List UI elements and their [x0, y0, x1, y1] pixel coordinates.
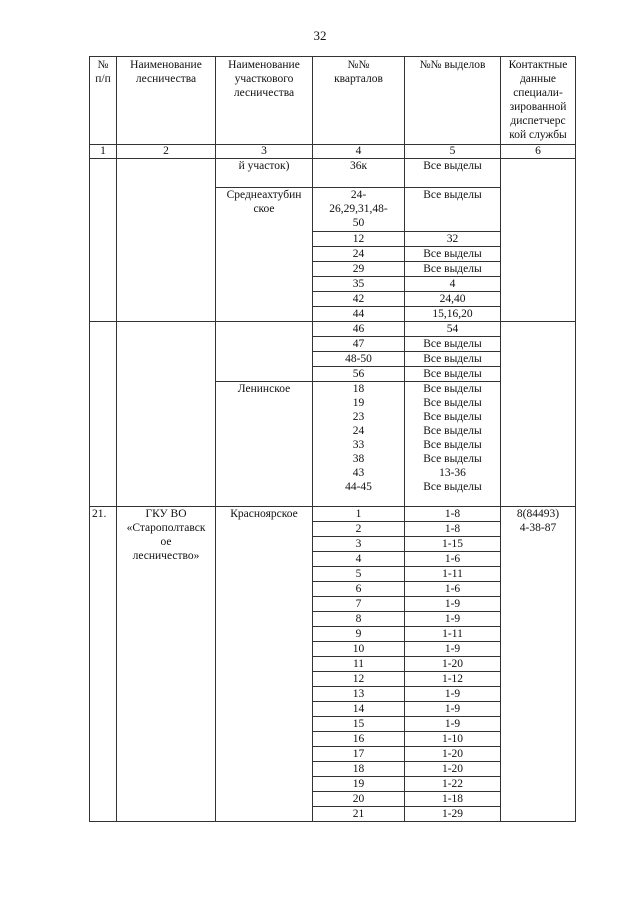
vydel-cell: 32 [405, 232, 501, 247]
kvartal-cell: 1 [313, 507, 405, 522]
table-row [90, 322, 576, 337]
kvartal-cell: 3 [313, 537, 405, 552]
column-number: 3 [216, 145, 313, 159]
leschestvo-cell: ГКУ ВО «Старополтавск ое лесничество» [117, 507, 216, 822]
uchastok-cell-empty [216, 322, 313, 382]
vydel-cell: 1-10 [405, 732, 501, 747]
kvartal-cell: 4 [313, 552, 405, 567]
vydel-cell: 1-8 [405, 522, 501, 537]
vydel-cell: 1-12 [405, 672, 501, 687]
kvartal-cell: 48-50 [313, 352, 405, 367]
uchastok-cell: Ленинское [216, 382, 313, 507]
kvartal-cell: 47 [313, 337, 405, 352]
vydel-cell: 1-22 [405, 777, 501, 792]
header-kvartaly: №№ кварталов [313, 57, 405, 145]
kvartal-cell: 7 [313, 597, 405, 612]
kvartal-cell: 36к [313, 159, 405, 188]
column-number: 5 [405, 145, 501, 159]
vydel-cell: Все выделы [405, 367, 501, 382]
header-vydely: №№ выделов [405, 57, 501, 145]
kvartal-cell: 18 19 23 24 33 38 43 44-45 [313, 382, 405, 507]
table-row [90, 507, 576, 522]
uchastok-cell: й участок) [216, 159, 313, 188]
vydel-cell: 1-18 [405, 792, 501, 807]
vydel-cell: Все выделы [405, 262, 501, 277]
kvartal-cell: 12 [313, 672, 405, 687]
header-contact: Контактные данные специали- зированной диспетчерс кой службы [501, 57, 576, 145]
kvartal-cell: 15 [313, 717, 405, 732]
kvartal-cell: 24- 26,29,31,48- 50 [313, 188, 405, 232]
kvartal-cell: 19 [313, 777, 405, 792]
column-number: 4 [313, 145, 405, 159]
kvartal-cell: 13 [313, 687, 405, 702]
leschestvo-cell-empty [117, 159, 216, 322]
kvartal-cell: 16 [313, 732, 405, 747]
vydel-cell: Все выделы [405, 159, 501, 188]
kvartal-cell: 10 [313, 642, 405, 657]
kvartal-cell: 18 [313, 762, 405, 777]
kvartal-cell: 35 [313, 277, 405, 292]
kvartal-cell: 20 [313, 792, 405, 807]
num-cell-empty [90, 159, 117, 322]
kvartal-cell: 6 [313, 582, 405, 597]
forestry-table-container [89, 56, 575, 822]
vydel-cell: Все выделы [405, 337, 501, 352]
vydel-cell: 1-20 [405, 747, 501, 762]
vydel-cell: 15,16,20 [405, 307, 501, 322]
vydel-cell: 1-6 [405, 552, 501, 567]
table-row [90, 159, 576, 188]
kvartal-cell: 21 [313, 807, 405, 822]
header-row [90, 57, 576, 145]
kvartal-cell: 12 [313, 232, 405, 247]
kvartal-cell: 24 [313, 247, 405, 262]
vydel-cell: 1-20 [405, 657, 501, 672]
vydel-cell: 1-9 [405, 702, 501, 717]
column-number: 2 [117, 145, 216, 159]
kvartal-cell: 44 [313, 307, 405, 322]
kvartal-cell: 8 [313, 612, 405, 627]
vydel-cell: 1-6 [405, 582, 501, 597]
header-uchastok: Наименование участкового лесничества [216, 57, 313, 145]
column-number-row [90, 145, 576, 159]
contact-cell-empty [501, 322, 576, 507]
vydel-cell: 1-9 [405, 597, 501, 612]
header-leschestvo: Наименование лесничества [117, 57, 216, 145]
vydel-cell: 1-9 [405, 642, 501, 657]
kvartal-cell: 11 [313, 657, 405, 672]
contact-cell: 8(84493) 4-38-87 [501, 507, 576, 822]
kvartal-cell: 5 [313, 567, 405, 582]
vydel-cell: 1-29 [405, 807, 501, 822]
num-cell-empty [90, 322, 117, 507]
vydel-cell: 1-11 [405, 627, 501, 642]
kvartal-cell: 9 [313, 627, 405, 642]
kvartal-cell: 2 [313, 522, 405, 537]
contact-cell-empty [501, 159, 576, 322]
vydel-cell: 1-9 [405, 717, 501, 732]
column-number: 6 [501, 145, 576, 159]
header-num: № п/п [90, 57, 117, 145]
vydel-cell: 1-8 [405, 507, 501, 522]
kvartal-cell: 14 [313, 702, 405, 717]
page-number: 32 [313, 28, 327, 43]
kvartal-cell: 29 [313, 262, 405, 277]
vydel-cell: Все выделы [405, 247, 501, 262]
vydel-cell: 1-11 [405, 567, 501, 582]
uchastok-cell: Красноярское [216, 507, 313, 822]
vydel-cell: 1-9 [405, 612, 501, 627]
vydel-cell: Все выделы [405, 352, 501, 367]
vydel-cell: Все выделы [405, 188, 501, 232]
kvartal-cell: 46 [313, 322, 405, 337]
vydel-cell: 1-20 [405, 762, 501, 777]
vydel-cell: 24,40 [405, 292, 501, 307]
vydel-cell: 1-9 [405, 687, 501, 702]
kvartal-cell: 56 [313, 367, 405, 382]
leschestvo-cell-empty [117, 322, 216, 507]
vydel-cell: 4 [405, 277, 501, 292]
vydel-cell: 54 [405, 322, 501, 337]
kvartal-cell: 17 [313, 747, 405, 762]
vydel-cell: Все выделы Все выделы Все выделы Все выделы Все выделы Все выделы 13-36 Все выделы [405, 382, 501, 507]
forestry-table [89, 56, 576, 822]
kvartal-cell: 42 [313, 292, 405, 307]
vydel-cell: 1-15 [405, 537, 501, 552]
uchastok-cell: Среднеахтубин ское [216, 188, 313, 322]
num-cell: 21. [90, 507, 117, 822]
column-number: 1 [90, 145, 117, 159]
